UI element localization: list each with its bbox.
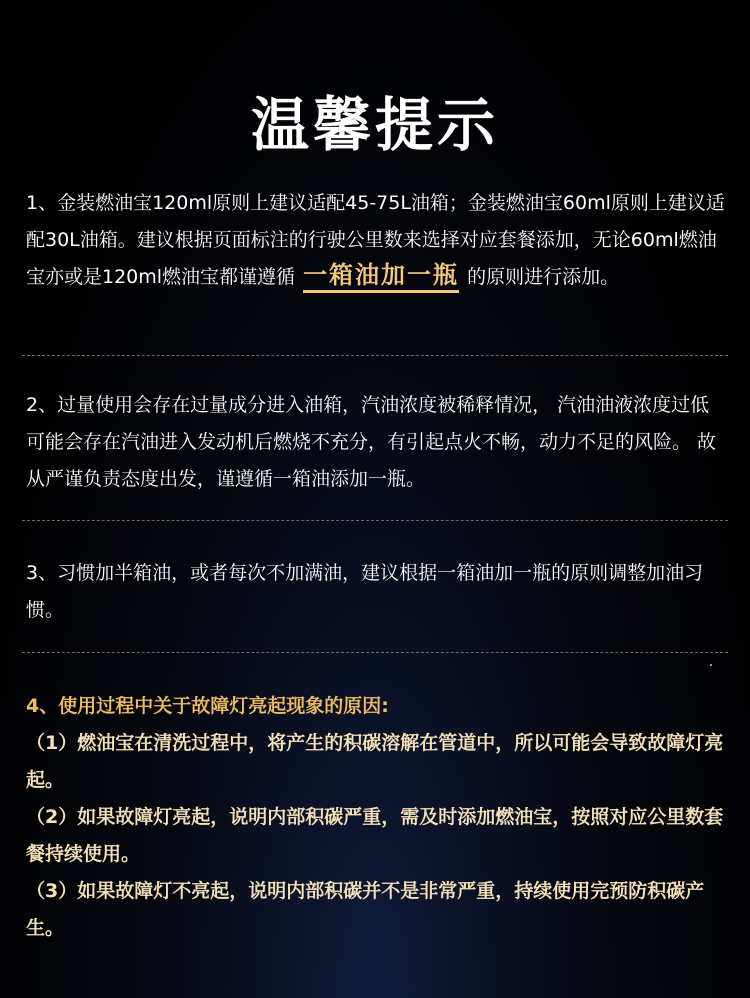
tip-4-heading: 4、使用过程中关于故障灯亮起现象的原因: <box>26 695 389 717</box>
tip-section-3 <box>26 555 726 629</box>
divider <box>22 520 728 521</box>
highlight-one-bottle-per-tank: 一箱油加一瓶 <box>303 260 459 293</box>
tip-4-item-3: （3）如果故障灯不亮起，说明内部积碳并不是非常严重，持续使用完预防积碳产生。 <box>26 880 705 939</box>
tip-section-4 <box>26 688 726 947</box>
tip-4-item-1: （1）燃油宝在清洗过程中，将产生的积碳溶解在管道中，所以可能会导致故障灯亮起。 <box>26 732 724 791</box>
page-title: 温馨提示 <box>250 91 499 159</box>
sparkle-dot <box>710 664 712 666</box>
tip-1-text-end: 的原则进行添加。 <box>467 266 620 288</box>
tip-1-text: 1、金装燃油宝120ml原则上建议适配45-75L油箱；金装燃油宝60ml原则上建议适配30L油箱。建议根据页面标注的行驶公里数来选择对应套餐添加，无论60ml燃油宝亦或是120ml燃油宝都谨遵循 <box>26 192 725 288</box>
tip-section-2 <box>26 387 726 498</box>
tip-section-1 <box>26 185 726 296</box>
divider <box>22 652 728 653</box>
tip-4-item-2: （2）如果故障灯亮起，说明内部积碳严重，需及时添加燃油宝，按照对应公里数套餐持续使用。 <box>26 806 724 865</box>
divider <box>22 355 728 356</box>
tip-2-text: 2、过量使用会存在过量成分进入油箱，汽油浓度被稀释情况， 汽油油液浓度过低可能会存在汽油进入发动机后燃烧不充分，有引起点火不畅，动力不足的风险。 故从严谨负责态度出发，谨遵循一箱油添加一瓶。 <box>26 394 717 490</box>
tip-3-text: 3、习惯加半箱油，或者每次不加满油，建议根据一箱油加一瓶的原则调整加油习惯。 <box>26 562 704 621</box>
